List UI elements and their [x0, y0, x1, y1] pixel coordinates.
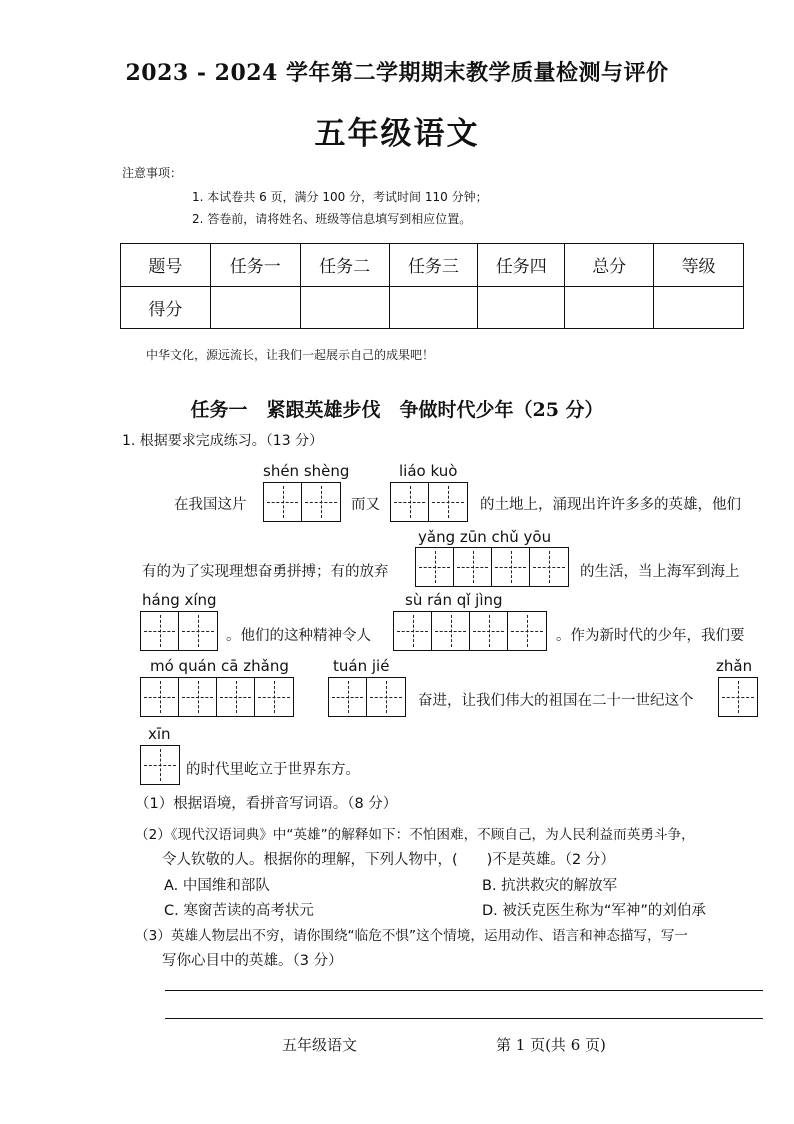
intro-text: 中华文化，源远流长，让我们一起展示自己的成果吧！ — [146, 348, 435, 362]
score-table — [120, 243, 744, 329]
answer-grid-suranqijing[interactable] — [393, 611, 547, 651]
score-cell-task2[interactable] — [300, 286, 389, 329]
passage-line1-c: 的土地上，涌现出许许多多的英雄，他们 — [480, 497, 741, 513]
score-table-score-row — [121, 286, 744, 329]
passage-line5-a: 的时代里屹立于世界东方。 — [186, 762, 360, 778]
score-table-header-row — [121, 244, 744, 287]
note-item-2: 2. 答卷前，请将姓名、班级等信息填写到相应位置。 — [192, 212, 472, 226]
task1-title: 任务一 紧跟英雄步伐 争做时代少年（25 分） — [190, 399, 604, 421]
subject-title: 五年级语文 — [314, 116, 480, 152]
note-item-1: 1. 本试卷共 6 页，满分 100 分，考试时间 110 分钟； — [192, 190, 488, 204]
passage-line3-b: 。作为新时代的少年，我们要 — [556, 628, 745, 644]
option-d[interactable]: D. 被沃克医生称为“军神”的刘伯承 — [482, 903, 706, 919]
option-b[interactable]: B. 抗洪救灾的解放军 — [482, 878, 618, 894]
header-cell-grade: 等级 — [654, 244, 744, 287]
score-cell-task4[interactable] — [478, 286, 565, 329]
header-cell-total: 总分 — [565, 244, 654, 287]
passage-line4-a: 奋进，让我们伟大的祖国在二十一世纪这个 — [418, 693, 694, 709]
score-cell-task3[interactable] — [389, 286, 478, 329]
pinyin-xin: xīn — [148, 725, 171, 743]
header-cell-task4: 任务四 — [478, 244, 565, 287]
passage-line2-a: 有的为了实现理想奋勇拼搏；有的放弃 — [142, 564, 389, 580]
subquestion-2-line1: （2）《现代汉语词典》中“英雄”的解释如下：不怕困难，不顾自己，为人民利益而英勇斗争， — [135, 827, 695, 843]
pinyin-suranqijing: sù rán qǐ jìng — [405, 591, 503, 609]
subquestion-3-line1: （3）英雄人物层出不穷，请你围绕“临危不惧”这个情境，运用动作、语言和神态描写，写一 — [135, 928, 688, 944]
pinyin-moquancazhang: mó quán cā zhǎng — [150, 657, 289, 675]
passage-line2-b: 的生活，当上海军到海上 — [580, 564, 740, 580]
passage-line1-b: 而又 — [351, 497, 380, 513]
answer-grid-shensheng[interactable] — [263, 482, 341, 522]
pinyin-liaokuo: liáo kuò — [399, 462, 458, 480]
pinyin-zhan: zhǎn — [716, 657, 753, 675]
header-cell-question: 题号 — [121, 244, 211, 287]
pinyin-shensheng: shén shèng — [263, 462, 350, 480]
subquestion-2-line2: 令人钦敬的人。根据你的理解，下列人物中，( )不是英雄。（2 分） — [162, 852, 615, 868]
answer-grid-hangxing[interactable] — [140, 611, 218, 651]
answer-grid-yangzunchuyou[interactable] — [415, 547, 569, 587]
notes-heading: 注意事项： — [122, 166, 183, 180]
score-cell-grade[interactable] — [654, 286, 744, 329]
footer-subject: 五年级语文 — [282, 1036, 358, 1054]
answer-line-2[interactable] — [165, 1018, 763, 1019]
answer-grid-moquancazhang[interactable] — [140, 677, 294, 717]
answer-line-1[interactable] — [165, 990, 763, 991]
answer-grid-xin[interactable] — [140, 745, 180, 785]
score-cell-total[interactable] — [565, 286, 654, 329]
answer-grid-tuanjie[interactable] — [328, 677, 406, 717]
header-cell-task3: 任务三 — [389, 244, 478, 287]
exam-title: 2023 - 2024 学年第二学期期末教学质量检测与评价 — [125, 60, 669, 86]
score-cell-task1[interactable] — [210, 286, 300, 329]
passage-line1-a: 在我国这片 — [174, 497, 247, 513]
pinyin-hangxing: háng xíng — [142, 591, 217, 609]
header-cell-task1: 任务一 — [210, 244, 300, 287]
subquestion-1: （1）根据语境，看拼音写词语。（8 分） — [135, 796, 398, 812]
score-row-label: 得分 — [121, 286, 211, 329]
subquestion-3-line2: 写你心目中的英雄。（3 分） — [162, 953, 343, 969]
pinyin-yangzunchuyou: yǎng zūn chǔ yōu — [418, 528, 552, 546]
question-1-label: 1. 根据要求完成练习。（13 分） — [122, 433, 324, 449]
passage-line3-a: 。他们的这种精神令人 — [226, 628, 371, 644]
footer-page-number: 第 1 页(共 6 页) — [496, 1036, 606, 1054]
answer-grid-liaokuo[interactable] — [390, 482, 468, 522]
answer-grid-zhan[interactable] — [718, 677, 758, 717]
option-c[interactable]: C. 寒窗苦读的高考状元 — [164, 903, 314, 919]
option-a[interactable]: A. 中国维和部队 — [164, 878, 270, 894]
pinyin-tuanjie: tuán jié — [333, 657, 390, 675]
header-cell-task2: 任务二 — [300, 244, 389, 287]
